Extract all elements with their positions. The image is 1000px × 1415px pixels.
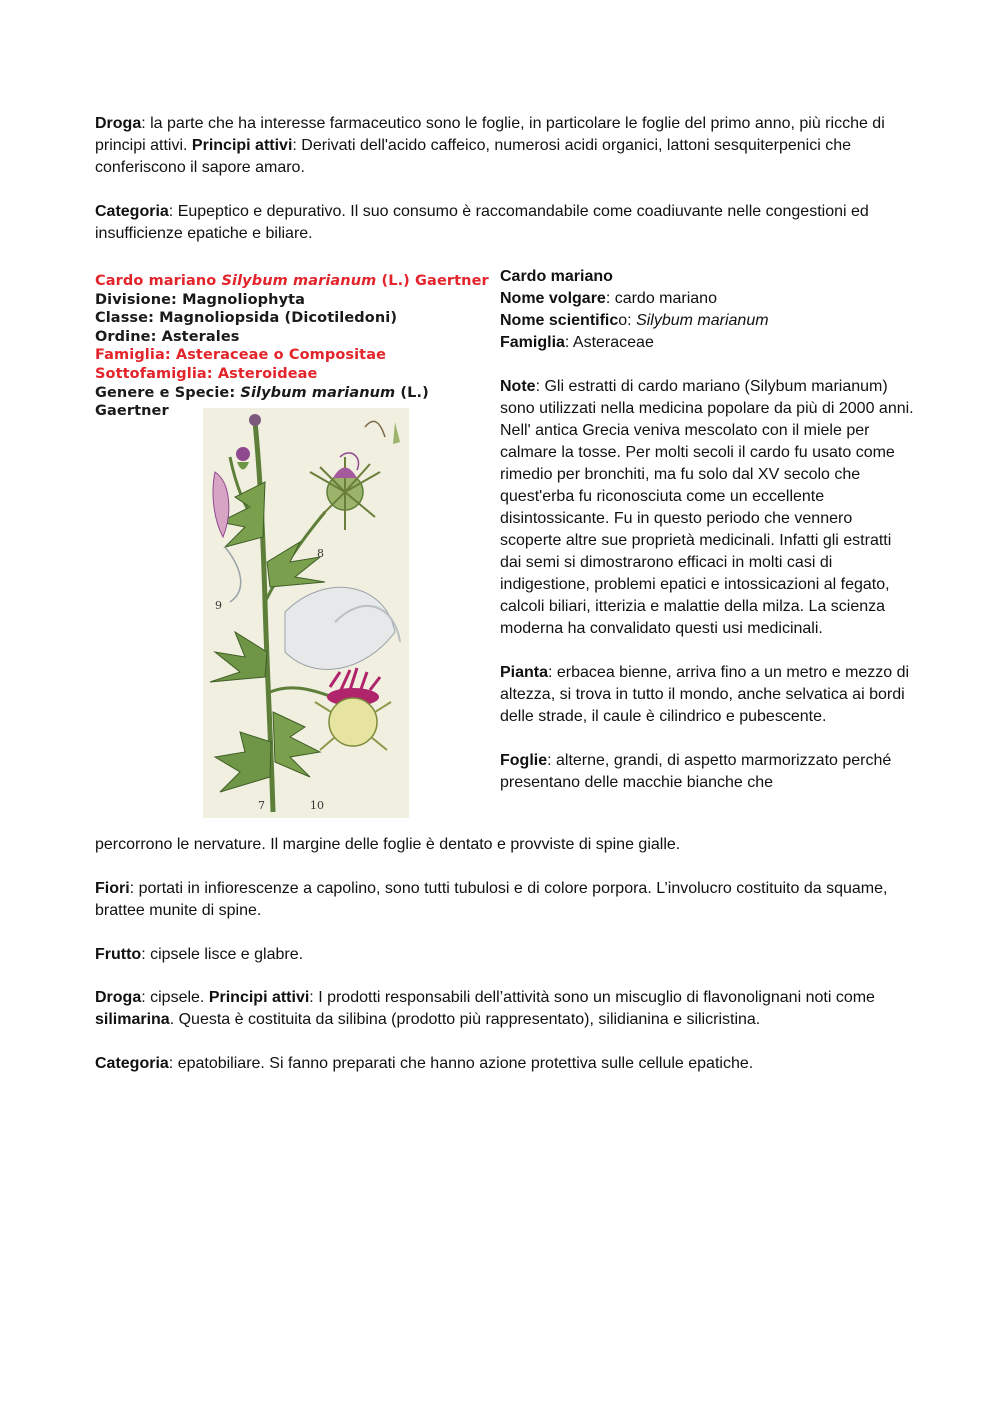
caption-ordine: Ordine: Asterales bbox=[95, 328, 240, 345]
caption-line-name bbox=[95, 272, 490, 291]
droga2-label: Droga bbox=[95, 989, 142, 1006]
famiglia-text: : Asteraceae bbox=[564, 334, 654, 351]
frutto-text: : cipsele lisce e glabre. bbox=[141, 946, 304, 963]
categoria-paragraph bbox=[95, 201, 915, 245]
pianta-label: Pianta bbox=[500, 664, 549, 681]
droga2-rest: . Questa è costituita da silibina (prodotto più rappresentato), silidianina e silicristina. bbox=[169, 1011, 761, 1028]
frutto-label: Frutto bbox=[95, 946, 142, 963]
foglie-continuation: percorrono le nervature. Il margine delle foglie è dentato e provviste di spine gialle. bbox=[95, 836, 681, 853]
nome-scientifico-line bbox=[500, 310, 915, 332]
pianta-text: : erbacea bienne, arriva fino a un metro e mezzo di altezza, si trova in tutto il mondo, anche selvatica ai bordi delle strade, il caule è cilindrico e pubescente. bbox=[500, 664, 910, 725]
figure-number-7: 7 bbox=[258, 799, 265, 812]
foglie-paragraph bbox=[500, 750, 915, 794]
caption-divisione: Divisione: Magnoliophyta bbox=[95, 291, 306, 308]
droga-label: Droga bbox=[95, 115, 142, 132]
droga-paragraph bbox=[95, 113, 915, 179]
right-column bbox=[500, 266, 915, 794]
caption-sottofamiglia: Sottofamiglia: Asteroideae bbox=[95, 365, 318, 382]
nome-scientifico-text: Silybum marianum bbox=[636, 312, 769, 329]
figure-number-10: 10 bbox=[310, 799, 324, 812]
note-text: : Gli estratti di cardo mariano (Silybum marianum) sono utilizzati nella medicina popolare da più di 2000 anni. Nell' antica Grecia veniva mescolato con il miele per calmare la tosse. Per molti secoli il cardo fu usato come rimedio per bronchiti, ma fu solo dal XV secolo che quest'erba fu riconosciuta come un eccellente disintossicante. Fu in questo periodo che vennero scoperte altre sue proprietà medicinali. Infatti gli estratti dai semi si dimostrarono efficaci in molti casi di indigestione, problemi epatici e intossicazioni al fegato, calcoli biliari, itterizia e malattie della milza. La scienza moderna ha convalidato questi usi medicinali. bbox=[500, 378, 914, 637]
silimarina-term: silimarina bbox=[95, 1011, 170, 1028]
figure-number-8: 8 bbox=[317, 547, 324, 560]
nome-scientifico-label: Nome scientific bbox=[500, 312, 619, 329]
nome-volgare-line bbox=[500, 288, 915, 310]
taxonomy-caption bbox=[95, 272, 490, 421]
nome-volgare-label: Nome volgare bbox=[500, 290, 606, 307]
fiori-paragraph bbox=[95, 878, 925, 922]
categoria2-label: Categoria bbox=[95, 1055, 169, 1072]
note-paragraph bbox=[500, 376, 915, 640]
principi-attivi-label: Principi attivi bbox=[191, 137, 293, 154]
famiglia-line bbox=[500, 332, 915, 354]
categoria2-text: : epatobiliare. Si fanno preparati che hanno azione protettiva sulle cellule epatiche. bbox=[168, 1055, 754, 1072]
caption-genere-species: Silybum marianum bbox=[240, 384, 396, 401]
cardo-mariano-figure bbox=[95, 272, 490, 817]
categoria-text: : Eupeptico e depurativo. Il suo consumo è raccomandabile come coadiuvante nelle congestioni ed insufficienze epatiche e biliare. bbox=[95, 203, 869, 242]
caption-genere-specie bbox=[95, 384, 490, 421]
caption-genere-label: Genere e Specie: bbox=[95, 384, 241, 401]
caption-genere-author: (L.) Gaertner bbox=[95, 384, 429, 420]
droga2-principi-label: Principi attivi bbox=[208, 989, 310, 1006]
droga2-paragraph bbox=[95, 987, 925, 1031]
famiglia-label: Famiglia bbox=[500, 334, 565, 351]
pianta-paragraph bbox=[500, 662, 915, 728]
caption-species: Silybum marianum bbox=[221, 273, 377, 289]
fiori-label: Fiori bbox=[95, 880, 130, 897]
note-label: Note bbox=[500, 378, 536, 395]
foglie-text: : alterne, grandi, di aspetto marmorizzato perché presentano delle macchie bianche che bbox=[500, 752, 892, 791]
categoria2-paragraph bbox=[95, 1053, 925, 1075]
caption-famiglia: Famiglia: Asteraceae o Compositae bbox=[95, 347, 387, 364]
caption-classe: Classe: Magnoliopsida (Dicotiledoni) bbox=[95, 310, 398, 327]
principi-attivi-text: : Derivati dell'acido caffeico, numerosi acidi organici, lattoni sesquiterpenici che conferiscono il sapore amaro. bbox=[95, 137, 851, 176]
droga2-text: : cipsele. bbox=[141, 989, 209, 1006]
categoria-label: Categoria bbox=[95, 203, 169, 220]
plant-title: Cardo mariano bbox=[500, 268, 613, 285]
nome-volgare-text: : cardo mariano bbox=[605, 290, 717, 307]
fiori-text: : portati in infiorescenze a capolino, sono tutti tubulosi e di colore porpora. L’involucro costituito da squame, brattee munite di spine. bbox=[95, 880, 888, 919]
figure-number-9: 9 bbox=[215, 599, 222, 612]
frutto-paragraph bbox=[95, 944, 925, 966]
nome-scientifico-suffix: o: bbox=[618, 312, 637, 329]
droga2-principi-text: : I prodotti responsabili dell’attività sono un miscuglio di flavonolignani noti come bbox=[309, 989, 875, 1006]
caption-common-name: Cardo mariano bbox=[95, 273, 222, 289]
purple-flower-head bbox=[315, 668, 391, 750]
caption-author: (L.) Gaertner bbox=[376, 273, 489, 289]
foglie-label: Foglie bbox=[500, 752, 548, 769]
droga-text: : la parte che ha interesse farmaceutico sono le foglie, in particolare le foglie del primo anno, più ricche di principi attivi. bbox=[95, 115, 885, 154]
